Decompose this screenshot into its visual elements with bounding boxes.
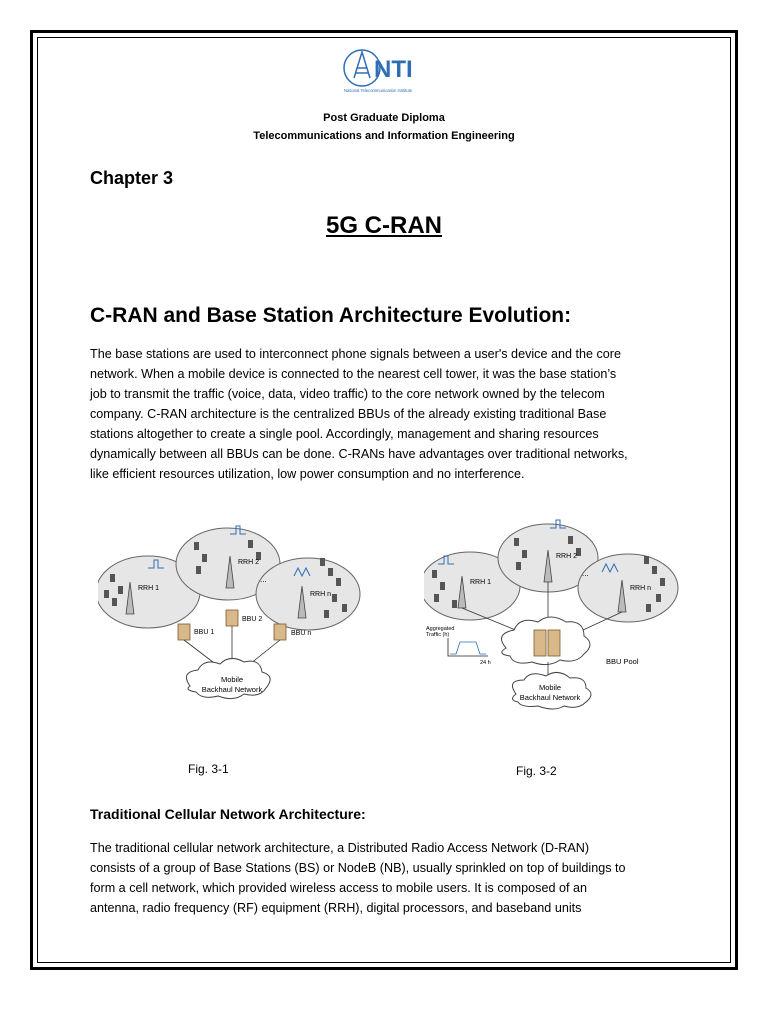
figure-3-1	[98, 514, 393, 719]
text-line: The traditional cellular network architecture, a Distributed Radio Access Network (D-RAN)	[90, 841, 590, 855]
fig-3-2-caption: Fig. 3-2	[516, 764, 557, 778]
text-line: job to transmit the traffic (voice, data, video traffic) to the core network owned by the telecom	[90, 387, 605, 401]
fig-3-1-caption: Fig. 3-1	[188, 762, 229, 776]
chapter-label: Chapter 3	[90, 168, 174, 188]
section2-paragraph	[90, 838, 690, 918]
text-line: form a cell network, which provided wireless access to mobile users. It is composed of an	[90, 881, 587, 895]
bbu-2-label: BBU 2	[242, 616, 263, 623]
rrh-2-label: RRH 2	[238, 559, 260, 566]
bbu-pool-label: BBU Pool	[606, 657, 639, 666]
rrh-n-label: RRH n	[630, 585, 652, 592]
logo-text: NTI	[374, 56, 413, 83]
rrh-1-label: RRH 1	[138, 585, 160, 592]
aggregated-label-2: Traffic (h)	[426, 632, 450, 638]
dots-label: ...	[582, 569, 589, 578]
axis-label: 24 h	[480, 660, 491, 666]
nti-logo	[340, 44, 440, 96]
page-title: 5G C-RAN	[325, 212, 442, 239]
section1-paragraph	[90, 344, 690, 484]
cloud-label-1: Mobile	[538, 683, 562, 692]
text-line: consists of a group of Base Stations (BS) or NodeB (NB), usually sprinkled on top of buildings to	[90, 861, 626, 875]
text-line: network. When a mobile device is connected to the nearest cell tower, it was the base station’s	[90, 367, 617, 381]
text-line: company. C-RAN architecture is the centralized BBUs of the already existing traditional Base	[90, 407, 607, 421]
cloud-label-1: Mobile	[220, 675, 244, 684]
bbu-n-label: BBU n	[291, 630, 312, 637]
text-line: stations altogether to create a single pool. Accordingly, management and sharing resources	[90, 427, 599, 441]
bbu-1-label: BBU 1	[194, 629, 215, 636]
text-line: dynamically between all BBUs can be done. C-RANs have advantages over traditional networks,	[90, 447, 628, 461]
cloud-label-2: Backhaul Network	[201, 685, 263, 694]
header-line-2: Telecommunications and Information Engineering	[253, 130, 515, 142]
logo-subtitle: National Telecommunication Institute	[344, 88, 413, 93]
cell-n	[578, 554, 678, 622]
cell-n	[256, 558, 360, 630]
text-line: antenna, radio frequency (RF) equipment (RRH), digital processors, and baseband units	[90, 901, 582, 915]
tower-icon	[354, 52, 370, 78]
header-line-1: Post Graduate Diploma	[323, 112, 445, 124]
cloud-label-2: Backhaul Network	[519, 693, 581, 702]
text-line: The base stations are used to interconnect phone signals between a user's device and the core	[90, 347, 621, 361]
rrh-2-label: RRH 2	[556, 553, 578, 560]
section2-heading: Traditional Cellular Network Architecture:	[90, 806, 366, 822]
rrh-n-label: RRH n	[310, 591, 332, 598]
section1-heading: C-RAN and Base Station Architecture Evolution:	[90, 304, 572, 327]
rrh-1-label: RRH 1	[470, 579, 492, 586]
dots-label: ...	[260, 575, 267, 584]
figure-3-2	[424, 514, 714, 719]
traffic-graph	[448, 638, 488, 656]
aggregated-label-1: Aggregated	[426, 626, 455, 632]
text-line: like efficient resources utilization, low power consumption and no interference.	[90, 467, 525, 481]
